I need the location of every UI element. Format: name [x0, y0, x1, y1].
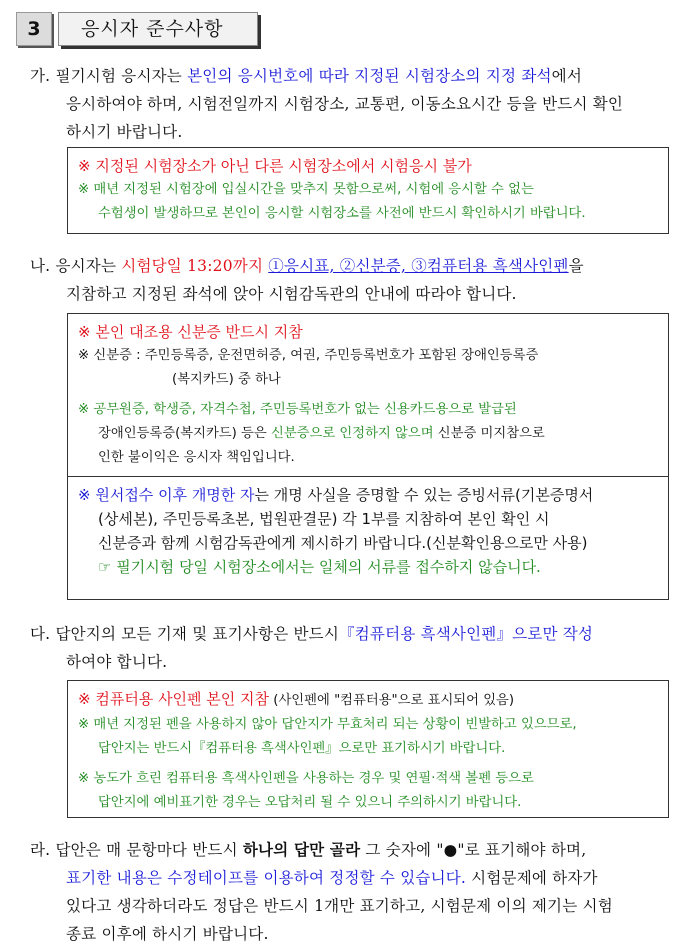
marker-ra: 라. [30, 841, 51, 859]
marker-da: 다. [30, 625, 51, 643]
notice-box-exam-venue: ※ 지정된 시험장소가 아닌 다른 시험장소에서 시험응시 불가 ※ 매년 지정된 시험장에 입실시간을 맞추지 못함으로써, 시험에 응시할 수 없는 수험생이 발생하므로 본인이 응시할 시험장소를 사전에 반드시 확인하시기 바랍니다. [67, 147, 669, 234]
paragraph-da: 다. 답안지의 모든 기재 및 표기사항은 반드시『컴퓨터용 흑색사인펜』으로만 작성 하여야 합니다. [30, 625, 594, 671]
marker-ga: 가. [30, 67, 51, 85]
notice-box-id-card: ※ 본인 대조용 신분증 반드시 지참 ※ 신분증 : 주민등록증, 운전면허증, 여권, 주민등록번호가 포함된 장애인등록증 (복지카드) 중 하나 ※ 공무원증, 학생증, 자격수첩, 주민등록번호가 없는 신용카드용으로 발급된 장애인등록증(복지카드) 등은 신분증으로 인정하지 않으며 신분증 미지참으로 인한 불이익은 응시자 책임입니다. ※ 원서접수 이후 개명한 자는 개명 사실을 증명할 수 있는 증빙서류(기본증명서 (상세본), 주민등록초본, 법원판결문) 각 1부를 지참하여 본인 확인 시 신분증과 함께 시험감독관에게 제시하기 바랍니다.(신분확인용으로만 사용) ☞ 필기시험 당일 시험장소에서는 일체의 서류를 접수하지 않습니다. [67, 313, 669, 600]
paragraph-na: 나. 응시자는 시험당일 13:20까지 ①응시표, ②신분증, ③컴퓨터용 흑색사인펜을 지참하고 지정된 좌석에 앉아 시험감독관의 안내에 따라야 합니다. [30, 257, 584, 303]
section-number: 3 [16, 12, 52, 46]
section-title: 응시자 준수사항 [58, 12, 258, 46]
paragraph-ga: 가. 필기시험 응시자는 본인의 응시번호에 따라 지정된 시험장소의 지정 좌석에서 응시하여야 하며, 시험전일까지 시험장소, 교통편, 이동소요시간 등을 반드시 확인 하시기 바랍니다. [30, 67, 624, 141]
notice-box-sign-pen: ※ 컴퓨터용 사인펜 본인 지참 (사인펜에 "컴퓨터용"으로 표시되어 있음) ※ 매년 지정된 펜을 사용하지 않아 답안지가 무효처리 되는 상황이 빈발하고 있으므로, 답안지는 반드시『컴퓨터용 흑색사인펜』으로만 표기하시기 바랍니다. ※ 농도가 흐린 컴퓨터용 흑색사인펜을 사용하는 경우 및 연필·적색 볼펜 등으로 답안지에 예비표기한 경우는 오답처리 될 수 있으니 주의하시기 바랍니다. [67, 680, 669, 818]
paragraph-ra: 라. 답안은 매 문항마다 반드시 하나의 답만 골라 그 숫자에 "●"로 표기해야 하며, 표기한 내용은 수정테이프를 이용하여 정정할 수 있습니다. 시험문제에 하자가 있다고 생각하더라도 정답은 반드시 1개만 표기하고, 시험문제 이의 제기는 시험 종료 이후에 하시기 바랍니다. [30, 840, 613, 943]
marker-na: 나. [30, 257, 51, 275]
